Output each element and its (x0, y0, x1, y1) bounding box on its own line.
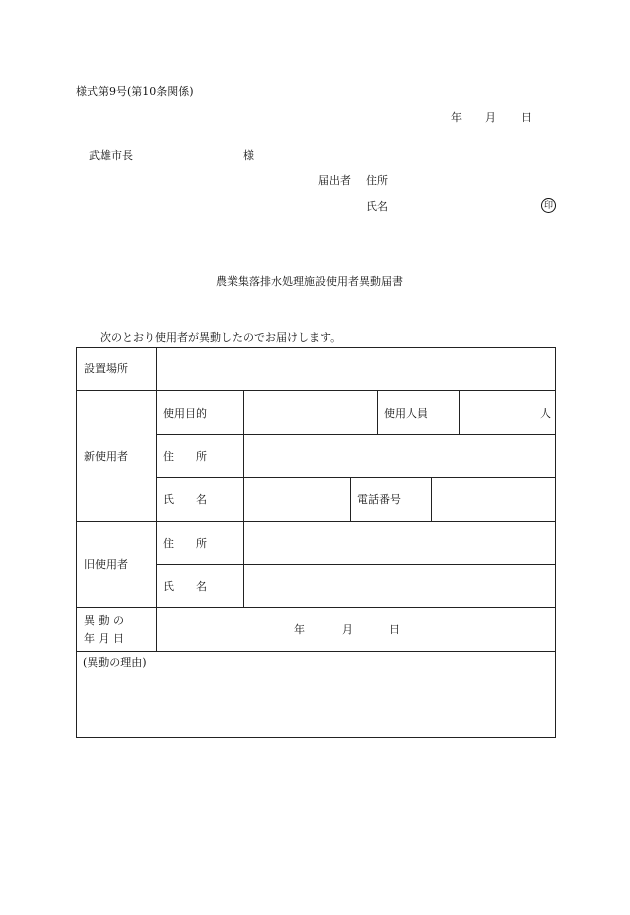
persons-label: 使用人員 (384, 407, 428, 420)
purpose-field[interactable] (247, 394, 373, 430)
old-user-label: 旧使用者 (84, 558, 128, 571)
date-month: 月 (485, 111, 496, 124)
document-title: 農業集落排水処理施設使用者異動届書 (216, 275, 403, 288)
form-table (76, 347, 556, 738)
form-number: 様式第9号(第10条関係) (76, 85, 194, 98)
address-label: 住所 (366, 174, 388, 187)
change-month: 月 (342, 623, 353, 636)
new-name-label: 氏 名 (163, 493, 207, 506)
change-date-label-line1: 異 動 の (84, 614, 124, 627)
old-name-label: 氏 名 (163, 580, 207, 593)
persons-unit: 人 (540, 407, 551, 420)
old-address-field[interactable] (247, 525, 551, 561)
date-day: 日 (521, 111, 532, 124)
location-label: 設置場所 (84, 362, 128, 375)
location-field[interactable] (161, 352, 551, 386)
intro-text: 次のとおり使用者が異動したのでお届けします。 (100, 331, 342, 344)
new-address-field[interactable] (247, 438, 551, 474)
persons-field[interactable] (463, 394, 533, 430)
new-name-field[interactable] (247, 481, 347, 517)
honorific: 様 (243, 149, 254, 162)
phone-label: 電話番号 (357, 493, 401, 506)
notifier-label: 届出者 (318, 174, 351, 187)
change-day: 日 (389, 623, 400, 636)
change-year: 年 (294, 623, 305, 636)
seal-mark: 印 (541, 198, 556, 213)
reason-field[interactable] (83, 673, 549, 733)
name-label: 氏名 (366, 200, 388, 213)
phone-field[interactable] (435, 481, 551, 517)
date-year: 年 (451, 111, 462, 124)
new-user-label: 新使用者 (84, 450, 128, 463)
change-date-label-line2: 年 月 日 (84, 632, 124, 645)
purpose-label: 使用目的 (163, 407, 207, 420)
old-address-label: 住 所 (163, 537, 207, 550)
new-address-label: 住 所 (163, 450, 207, 463)
old-name-field[interactable] (247, 568, 551, 604)
addressee: 武雄市長 (89, 149, 133, 162)
reason-label: (異動の理由) (83, 656, 147, 669)
